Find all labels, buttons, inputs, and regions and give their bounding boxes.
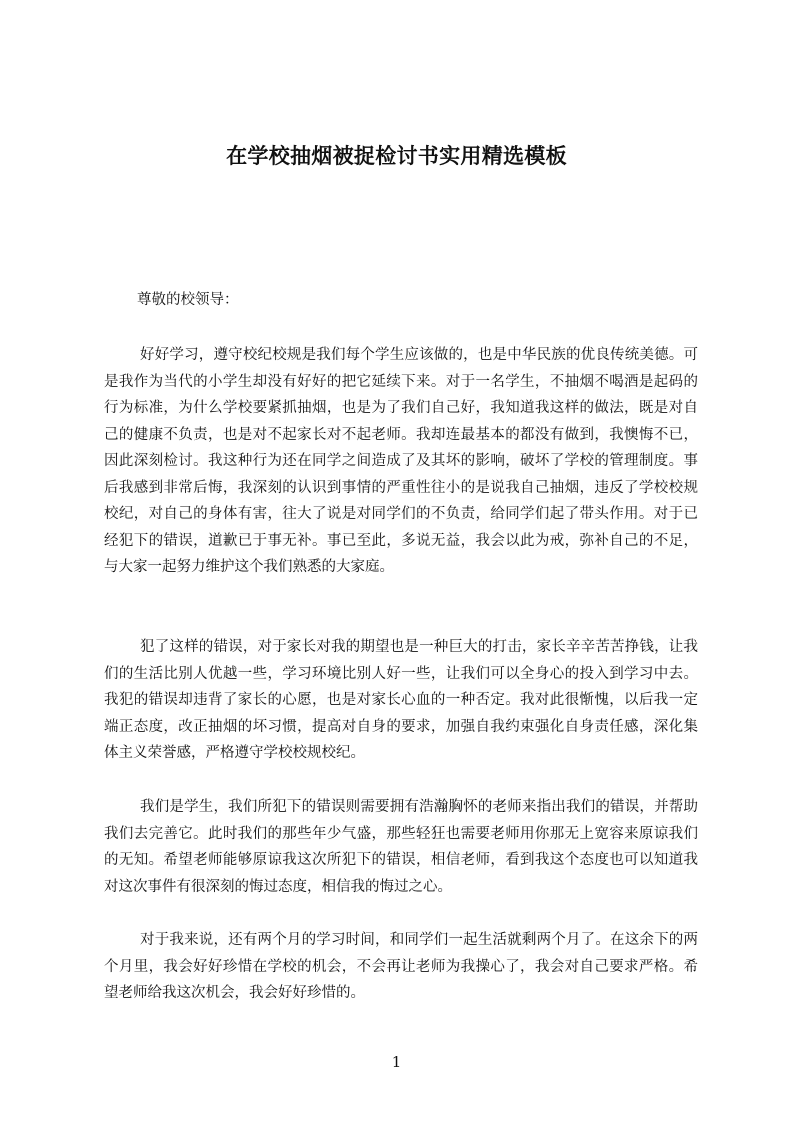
- paragraph-4: 对于我来说，还有两个月的学习时间，和同学们一起生活就剩两个月了。在这余下的两个月里，我会好好珍惜在学校的机会，不会再让老师为我操心了，我会对自己要求严格。希望老师给我这次机会，我会好好珍惜的。: [104, 932, 698, 1001]
- paragraph-3: 我们是学生，我们所犯下的错误则需要拥有浩瀚胸怀的老师来指出我们的错误，并帮助我们去完善它。此时我们的那些年少气盛，那些轻狂也需要老师用你那无上宽容来原谅我们的无知。希望老师能够原谅我这次所犯下的错误，相信老师，看到我这个态度也可以知道我对这次事件有很深刻的悔过态度，相信我的悔过之心。: [104, 799, 698, 895]
- paragraph-1: 好好学习，遵守校纪校规是我们每个学生应该做的，也是中华民族的优良传统美德。可是我作为当代的小学生却没有好好的把它延续下来。对于一名学生，不抽烟不喝酒是起码的行为标准，为什么学校要紧抓抽烟，也是为了我们自己好，我知道我这样的做法，既是对自己的健康不负责，也是对不起家长对不起老师。我却连最基本的都没有做到，我懊悔不已，因此深刻检讨。我这种行为还在同学之间造成了及其坏的影响，破坏了学校的管理制度。事后我感到非常后悔，我深刻的认识到事情的严重性往小的是说我自己抽烟，违反了学校校规校纪，对自己的身体有害，往大了说是对同学们的不负责，给同学们起了带头作用。对于已经犯下的错误，道歉已于事无补。事已至此，多说无益，我会以此为戒，弥补自己的不足，与大家一起努力维护这个我们熟悉的大家庭。: [104, 347, 698, 575]
- document-title: 在学校抽烟被捉检讨书实用精选模板: [226, 144, 567, 168]
- page-number: 1: [391, 1053, 402, 1071]
- paragraph-2: 犯了这样的错误，对于家长对我的期望也是一种巨大的打击，家长辛辛苦苦挣钱，让我们的生活比别人优越一些，学习环境比别人好一些，让我们可以全身心的投入到学习中去。我犯的错误却违背了家长的心愿，也是对家长心血的一种否定。我对此很惭愧，以后我一定端正态度，改正抽烟的坏习惯，提高对自身的要求，加强自我约束强化自身责任感，深化集体主义荣誉感，严格遵守学校校规校纪。: [104, 639, 698, 761]
- salutation: 尊敬的校领导：: [137, 292, 239, 308]
